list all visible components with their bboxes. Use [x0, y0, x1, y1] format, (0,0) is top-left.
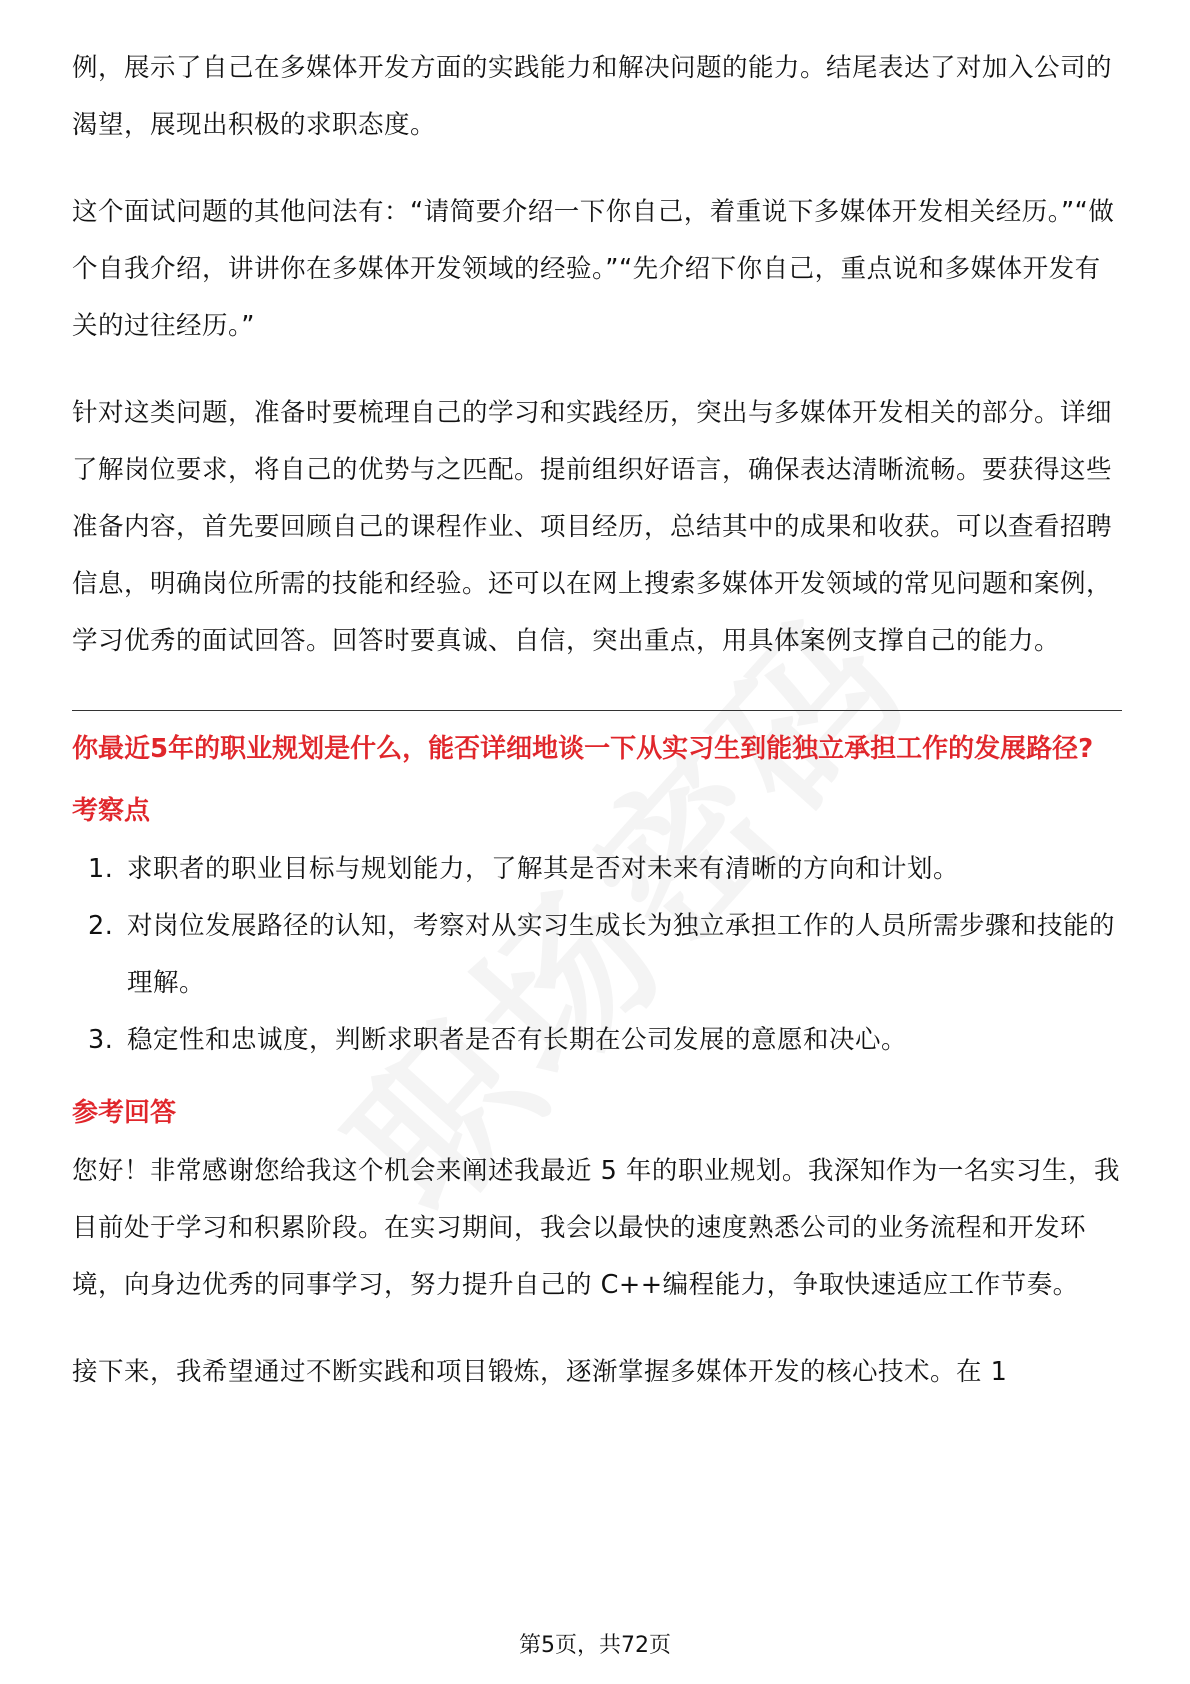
intro-paragraph-1: 例，展示了自己在多媒体开发方面的实践能力和解决问题的能力。结尾表达了对加入公司的渴望，展现出积极的求职态度。	[72, 53, 1113, 140]
list-item-number: 3.	[88, 1025, 114, 1055]
answer-paragraph-2: 接下来，我希望通过不断实践和项目锻炼，逐渐掌握多媒体开发的核心技术。在 1	[72, 1357, 1008, 1387]
list-item	[72, 841, 1122, 898]
page-number-footer: 第5页，共72页	[519, 1633, 671, 1658]
list-item-text: 求职者的职业目标与规划能力，了解其是否对未来有清晰的方向和计划。	[127, 854, 960, 884]
list-item-number: 1.	[88, 854, 114, 884]
answer-section-title: 参考回答	[72, 1098, 177, 1128]
question-heading: 你最近5年的职业规划是什么，能否详细地谈一下从实习生到能独立承担工作的发展路径?	[72, 734, 1094, 764]
list-item-text: 稳定性和忠诚度，判断求职者是否有长期在公司发展的意愿和决心。	[127, 1025, 908, 1055]
list-item-text: 对岗位发展路径的认知，考察对从实习生成长为独立承担工作的人员所需步骤和技能的理解。	[127, 911, 1116, 998]
list-item	[72, 898, 1122, 1012]
intro-paragraph-2: 这个面试问题的其他问法有：“请简要介绍一下你自己，着重说下多媒体开发相关经历。”“做个自我介绍，讲讲你在多媒体开发领域的经验。”“先介绍下你自己，重点说和多媒体开发有关的过往经历。”	[72, 197, 1115, 341]
list-item	[72, 1012, 1122, 1069]
list-item-number: 2.	[88, 911, 114, 941]
focus-section-title: 考察点	[72, 796, 151, 826]
focus-points-list	[72, 841, 1122, 1069]
answer-paragraph-1: 您好！非常感谢您给我这个机会来阐述我最近 5 年的职业规划。我深知作为一名实习生，我目前处于学习和积累阶段。在实习期间，我会以最快的速度熟悉公司的业务流程和开发环境，向身边优秀的同事学习，努力提升自己的 C++编程能力，争取快速适应工作节奏。	[72, 1156, 1120, 1300]
intro-paragraph-3: 针对这类问题，准备时要梳理自己的学习和实践经历，突出与多媒体开发相关的部分。详细了解岗位要求，将自己的优势与之匹配。提前组织好语言，确保表达清晰流畅。要获得这些准备内容，首先要回顾自己的课程作业、项目经历，总结其中的成果和收获。可以查看招聘信息，明确岗位所需的技能和经验。还可以在网上搜索多媒体开发领域的常见问题和案例，学习优秀的面试回答。回答时要真诚、自信，突出重点，用具体案例支撑自己的能力。	[72, 398, 1113, 656]
section-divider	[72, 710, 1122, 711]
document-page	[72, 40, 1122, 1401]
